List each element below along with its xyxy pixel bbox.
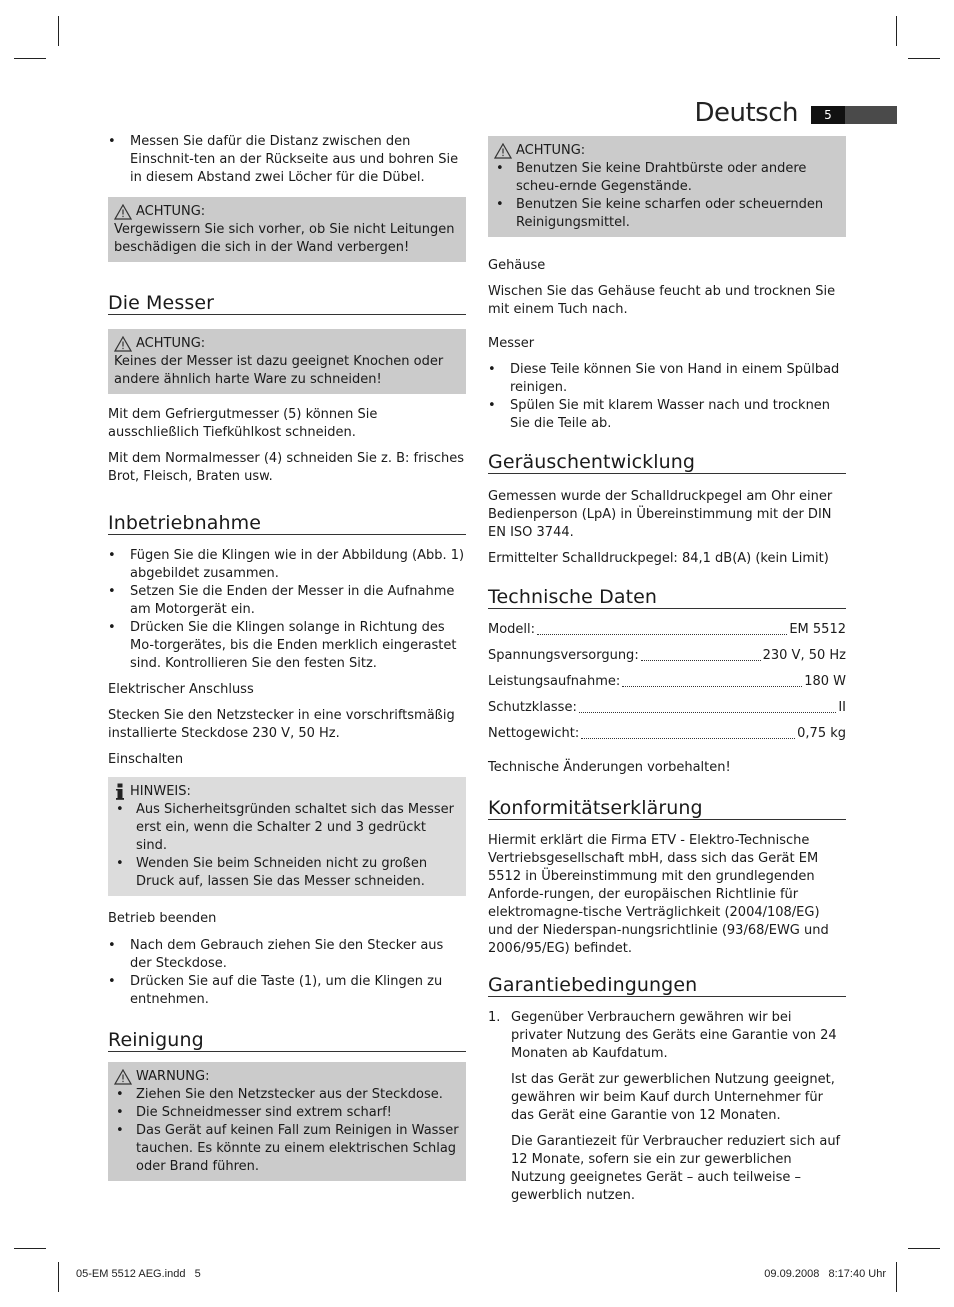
- section-heading-reinigung: Reinigung: [108, 1031, 466, 1052]
- crop-mark: [14, 1248, 46, 1249]
- bullet-list: [108, 547, 466, 673]
- footer-right: 09.09.2008 8:17:40 Uhr: [764, 1268, 886, 1280]
- dot-leader: [579, 712, 836, 713]
- dot-leader: [622, 686, 802, 687]
- paragraph: Technische Änderungen vorbehalten!: [488, 760, 731, 775]
- dot-leader: [641, 660, 761, 661]
- crop-mark: [908, 1248, 940, 1249]
- hint-title-text: HINWEIS:: [130, 784, 191, 799]
- dot-leader: [581, 738, 795, 739]
- paragraph: Ist das Gerät zur gewerblichen Nutzung geeignet, gewähren wir beim Kauf durch Unternehmer für das Gerät eine Garantie von 12 Monaten.: [511, 1072, 835, 1123]
- hint-title: [114, 783, 460, 801]
- warning-title-text: WARNUNG:: [136, 1069, 210, 1084]
- list-item: • Fügen Sie die Klingen wie in der Abbildung (Abb. 1) abgebildet zusammen.: [108, 547, 466, 583]
- paragraph: Gegenüber Verbrauchern gewähren wir bei privater Nutzung des Geräts eine Garantie von 24 Monaten ab Kaufdatum.: [511, 1010, 837, 1061]
- spec-row: [488, 699, 846, 717]
- list-item: • Ziehen Sie den Netzstecker aus der Steckdose.: [114, 1086, 460, 1104]
- spec-value: 230 V, 50 Hz: [762, 648, 846, 663]
- warning-text: Vergewissern Sie sich vorher, ob Sie nicht Leitungen beschädigen die sich in der Wand verbergen!: [114, 222, 455, 255]
- warning-title: [114, 1068, 460, 1086]
- crop-mark: [896, 1262, 897, 1292]
- spec-value: II: [838, 700, 846, 715]
- list-item: • Messen Sie dafür die Distanz zwischen den Einschnit-ten an der Rückseite aus und bohren Sie in diesem Abstand zwei Löcher für die Dübel.: [108, 133, 466, 187]
- paragraph: Mit dem Normalmesser (4) schneiden Sie z. B: frisches Brot, Fleisch, Braten usw.: [108, 451, 464, 484]
- right-column: [488, 136, 846, 1213]
- intro-list: [108, 133, 466, 187]
- warning-box: [108, 197, 466, 262]
- spec-value: 180 W: [804, 674, 846, 689]
- section-heading-technik: Technische Daten: [488, 588, 846, 609]
- section-heading-geraeusch: Geräuschentwicklung: [488, 453, 846, 474]
- list-item: • Setzen Sie die Enden der Messer in die Aufnahme am Motorgerät ein.: [108, 583, 466, 619]
- warning-title: [114, 335, 460, 353]
- spec-row: [488, 673, 846, 691]
- hint-list: [114, 801, 460, 891]
- spec-row: [488, 647, 846, 665]
- spec-label: Nettogewicht:: [488, 726, 580, 741]
- footer-left: 05-EM 5512 AEG.indd 5: [76, 1268, 201, 1280]
- subheading: Messer: [488, 336, 535, 351]
- warning-box: [108, 329, 466, 394]
- paragraph: Stecken Sie den Netzstecker in eine vorschriftsmäßig installierte Steckdose 230 V, 50 Hz.: [108, 708, 455, 741]
- subheading: Elektrischer Anschluss: [108, 682, 254, 697]
- spec-label: Modell:: [488, 622, 536, 637]
- list-item: • Nach dem Gebrauch ziehen Sie den Stecker aus der Steckdose.: [108, 937, 466, 973]
- crop-mark: [908, 58, 940, 59]
- bullet-list: [108, 937, 466, 1009]
- list-item: • Die Schneidmesser sind extrem scharf!: [114, 1104, 460, 1122]
- item-number: 1.: [488, 1010, 501, 1025]
- warning-title-text: ACHTUNG:: [516, 143, 586, 158]
- page-number: 5: [811, 106, 845, 124]
- list-item: • Aus Sicherheitsgründen schaltet sich das Messer erst ein, wenn die Schalter 2 und 3 gedrückt sind.: [114, 801, 460, 855]
- warning-list: [494, 160, 840, 232]
- subheading: Betrieb beenden: [108, 911, 217, 926]
- crop-mark: [58, 1262, 59, 1292]
- spec-row: [488, 621, 846, 639]
- warning-icon: [114, 1069, 132, 1085]
- list-item: • Diese Teile können Sie von Hand in einem Spülbad reinigen.: [488, 361, 846, 397]
- page-title: Deutsch: [694, 98, 798, 128]
- section-heading-messer: Die Messer: [108, 294, 466, 315]
- numbered-list: [488, 1009, 846, 1205]
- paragraph: Mit dem Gefriergutmesser (5) können Sie ausschließlich Tiefkühlkost schneiden.: [108, 407, 378, 440]
- spec-label: Schutzklasse:: [488, 700, 577, 715]
- crop-mark: [14, 58, 46, 59]
- warning-icon: [494, 143, 512, 159]
- warning-title-text: ACHTUNG:: [136, 336, 206, 351]
- warning-title-text: ACHTUNG:: [136, 204, 206, 219]
- paragraph: Ermittelter Schalldruckpegel: 84,1 dB(A) (kein Limit): [488, 551, 829, 566]
- section-heading-garantie: Garantiebedingungen: [488, 976, 846, 997]
- spec-label: Spannungsversorgung:: [488, 648, 639, 663]
- list-item: [488, 1009, 846, 1205]
- list-item: • Benutzen Sie keine Drahtbürste oder andere scheu-ernde Gegenstände.: [494, 160, 840, 196]
- info-icon: [114, 783, 126, 801]
- paragraph: Hiermit erklärt die Firma ETV - Elektro-Technische Vertriebsgesellschaft mbH, dass sich das Gerät EM 5512 in Übereinstimmung mit den grundlegenden Anforde-rungen, der europäischen Richtlinie für elektromagne-tische Verträglichkeit (2004/108/EG) und der Niederspan-nungsrichtlinie (93/68/EWG und 2006/95/EG) befindet.: [488, 833, 829, 956]
- hint-box: [108, 777, 466, 896]
- list-item: • Benutzen Sie keine scharfen oder scheuernden Reinigungsmittel.: [494, 196, 840, 232]
- list-item: • Drücken Sie auf die Taste (1), um die Klingen zu entnehmen.: [108, 973, 466, 1009]
- section-heading-konformitaet: Konformitätserklärung: [488, 799, 846, 820]
- section-heading-inbetriebnahme: Inbetriebnahme: [108, 514, 466, 535]
- spec-label: Leistungsaufnahme:: [488, 674, 621, 689]
- subheading: Einschalten: [108, 752, 184, 767]
- warning-icon: [114, 204, 132, 220]
- warning-text: Keines der Messer ist dazu geeignet Knochen oder andere ähnlich harte Ware zu schneiden!: [114, 354, 444, 387]
- spec-row: [488, 725, 846, 743]
- paragraph: Wischen Sie das Gehäuse feucht ab und trocknen Sie mit einem Tuch nach.: [488, 284, 836, 317]
- warning-icon: [114, 336, 132, 352]
- bullet-list: [488, 361, 846, 433]
- crop-mark: [896, 16, 897, 46]
- warning-title: [114, 203, 460, 221]
- warning-list: [114, 1086, 460, 1176]
- warning-box: [108, 1062, 466, 1181]
- list-item: • Wenden Sie beim Schneiden nicht zu großen Druck auf, lassen Sie das Messer schneiden.: [114, 855, 460, 891]
- list-item: • Spülen Sie mit klarem Wasser nach und trocknen Sie die Teile ab.: [488, 397, 846, 433]
- subheading: Gehäuse: [488, 258, 546, 273]
- paragraph: Gemessen wurde der Schalldruckpegel am Ohr einer Bedienperson (LpA) in Übereinstimmung mit der DIN EN ISO 3744.: [488, 489, 833, 540]
- paragraph: Die Garantiezeit für Verbraucher reduziert sich auf 12 Monate, sofern sie ein zur gewerblichen Nutzung geeignetes Gerät – auch teilweise – gewerblich nutzen.: [511, 1134, 841, 1203]
- list-item: • Drücken Sie die Klingen solange in Richtung des Mo-torgerätes, bis die Enden merklich eingerastet sind. Kontrollieren Sie den festen Sitz.: [108, 619, 466, 673]
- warning-title: [494, 142, 840, 160]
- spec-value: 0,75 kg: [797, 726, 846, 741]
- crop-mark: [58, 16, 59, 46]
- header-bar: [845, 106, 897, 124]
- spec-value: EM 5512: [789, 622, 846, 637]
- warning-box: [488, 136, 846, 237]
- left-column: [108, 133, 466, 1191]
- list-item: • Das Gerät auf keinen Fall zum Reinigen in Wasser tauchen. Es könnte zu einem elektrischen Schlag oder Brand führen.: [114, 1122, 460, 1176]
- dot-leader: [537, 634, 787, 635]
